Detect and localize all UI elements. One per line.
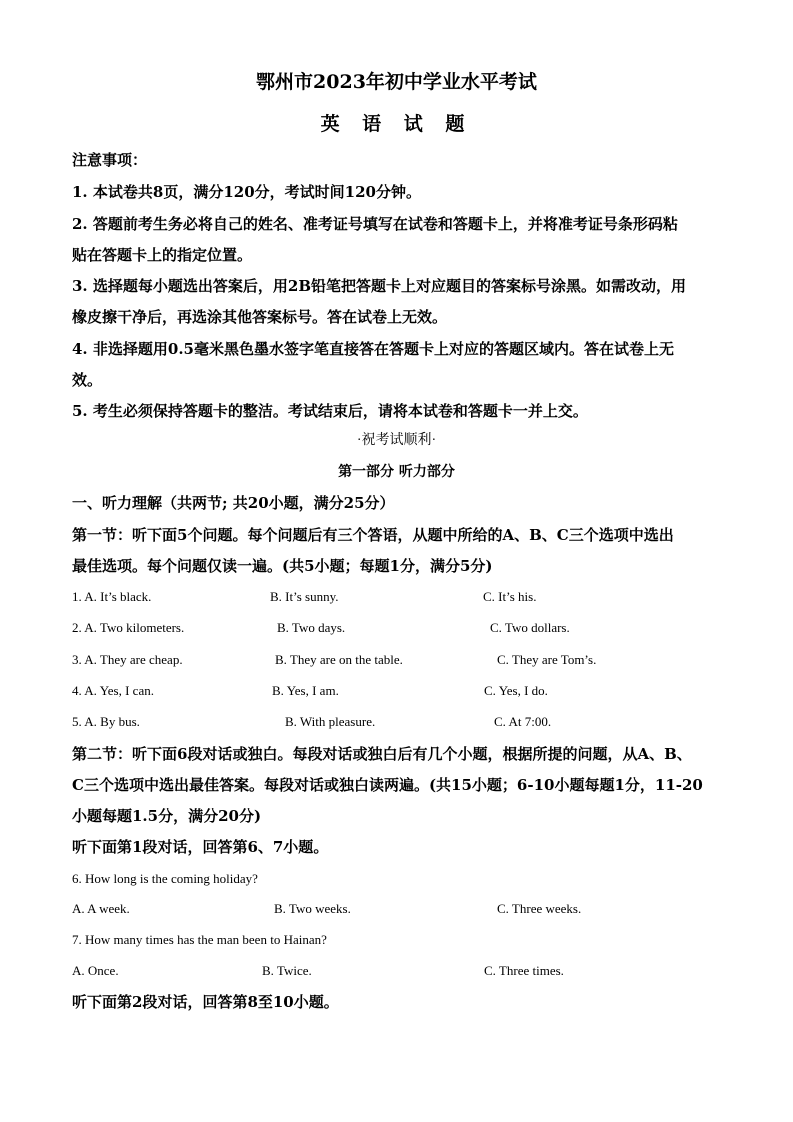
- q3-option-a: 3. A. They are cheap.: [72, 652, 183, 667]
- section1-intro-line1: 第一节：听下面5个问题。每个问题后有三个答语，从题中所给的A、B、C三个选项中选出: [72, 526, 674, 544]
- q2-option-a: 2. A. Two kilometers.: [72, 620, 185, 635]
- q7-option-c: C. Three times.: [484, 963, 564, 978]
- subject-title: 英 语 试 题: [320, 113, 473, 135]
- section2-intro-line3: 小题每题1.5分，满分20分): [72, 807, 262, 825]
- notice-item-4: 4. 非选择题用0.5毫米黑色墨水签字笔直接答在答题卡上对应的答题区域内。答在试卷上无: [72, 340, 674, 358]
- q6-option-b: B. Two weeks.: [274, 901, 351, 916]
- section2-intro-line1: 第二节：听下面6段对话或独白。每段对话或独白后有几个小题，根据所提的问题，从A、B、: [72, 745, 692, 763]
- q4-option-a: 4. A. Yes, I can.: [72, 683, 154, 698]
- q4-option-c: C. Yes, I do.: [484, 683, 548, 698]
- listening-section-heading: 一、听力理解（共两节; 共20小题，满分25分）: [72, 494, 395, 512]
- section1-intro-line2: 最佳选项。每个问题仅读一遍。(共5小题；每题1分，满分5分): [72, 557, 493, 575]
- notice-item-3: 3. 选择题每小题选出答案后，用2B铅笔把答题卡上对应题目的答案标号涂黑。如需改动，用: [72, 277, 687, 295]
- part1-title: 第一部分 听力部分: [338, 464, 455, 480]
- q1-option-a: 1. A. It’s black.: [72, 589, 152, 604]
- notice-item-3-cont: 橡皮擦干净后，再选涂其他答案标号。答在试卷上无效。: [72, 308, 448, 326]
- section2-intro-line2: C三个选项中选出最佳答案。每段对话或独白读两遍。(共15小题；6-10小题每题1分，11-20: [72, 776, 703, 794]
- q5-option-a: 5. A. By bus.: [72, 714, 140, 729]
- q3-option-b: B. They are on the table.: [275, 652, 403, 667]
- q3-option-c: C. They are Tom’s.: [497, 652, 597, 667]
- good-luck-wish: ·祝考试顺利·: [356, 433, 437, 448]
- q2-option-b: B. Two days.: [277, 620, 346, 635]
- q6-option-a: A. A week.: [72, 901, 130, 916]
- dialog2-instruction: 听下面第2段对话，回答第8至10小题。: [72, 993, 339, 1011]
- notice-item-1: 1. 本试卷共8页，满分120分，考试时间120分钟。: [72, 183, 421, 201]
- q7-option-a: A. Once.: [72, 963, 119, 978]
- q7-option-b: B. Twice.: [262, 963, 312, 978]
- notice-item-4-cont: 效。: [72, 371, 103, 389]
- dialog1-instruction: 听下面第1段对话，回答第6、7小题。: [72, 838, 329, 856]
- notice-item-2: 2. 答题前考生务必将自己的姓名、准考证号填写在试卷和答题卡上，并将准考证号条形码粘: [72, 215, 678, 233]
- q4-option-b: B. Yes, I am.: [272, 683, 339, 698]
- q6-stem: 6. How long is the coming holiday?: [72, 871, 258, 886]
- notice-heading: 注意事项：: [72, 151, 148, 169]
- q5-option-b: B. With pleasure.: [285, 714, 376, 729]
- exam-title: 鄂州市2023年初中学业水平考试: [256, 71, 537, 93]
- q5-option-c: C. At 7:00.: [494, 714, 552, 729]
- q1-option-c: C. It’s his.: [483, 589, 537, 604]
- q2-option-c: C. Two dollars.: [490, 620, 570, 635]
- q1-option-b: B. It’s sunny.: [270, 589, 339, 604]
- q6-option-c: C. Three weeks.: [497, 901, 582, 916]
- notice-item-2-cont: 贴在答题卡上的指定位置。: [72, 246, 253, 264]
- notice-item-5: 5. 考生必须保持答题卡的整洁。考试结束后，请将本试卷和答题卡一并上交。: [72, 402, 588, 420]
- q7-stem: 7. How many times has the man been to Hainan?: [72, 932, 327, 947]
